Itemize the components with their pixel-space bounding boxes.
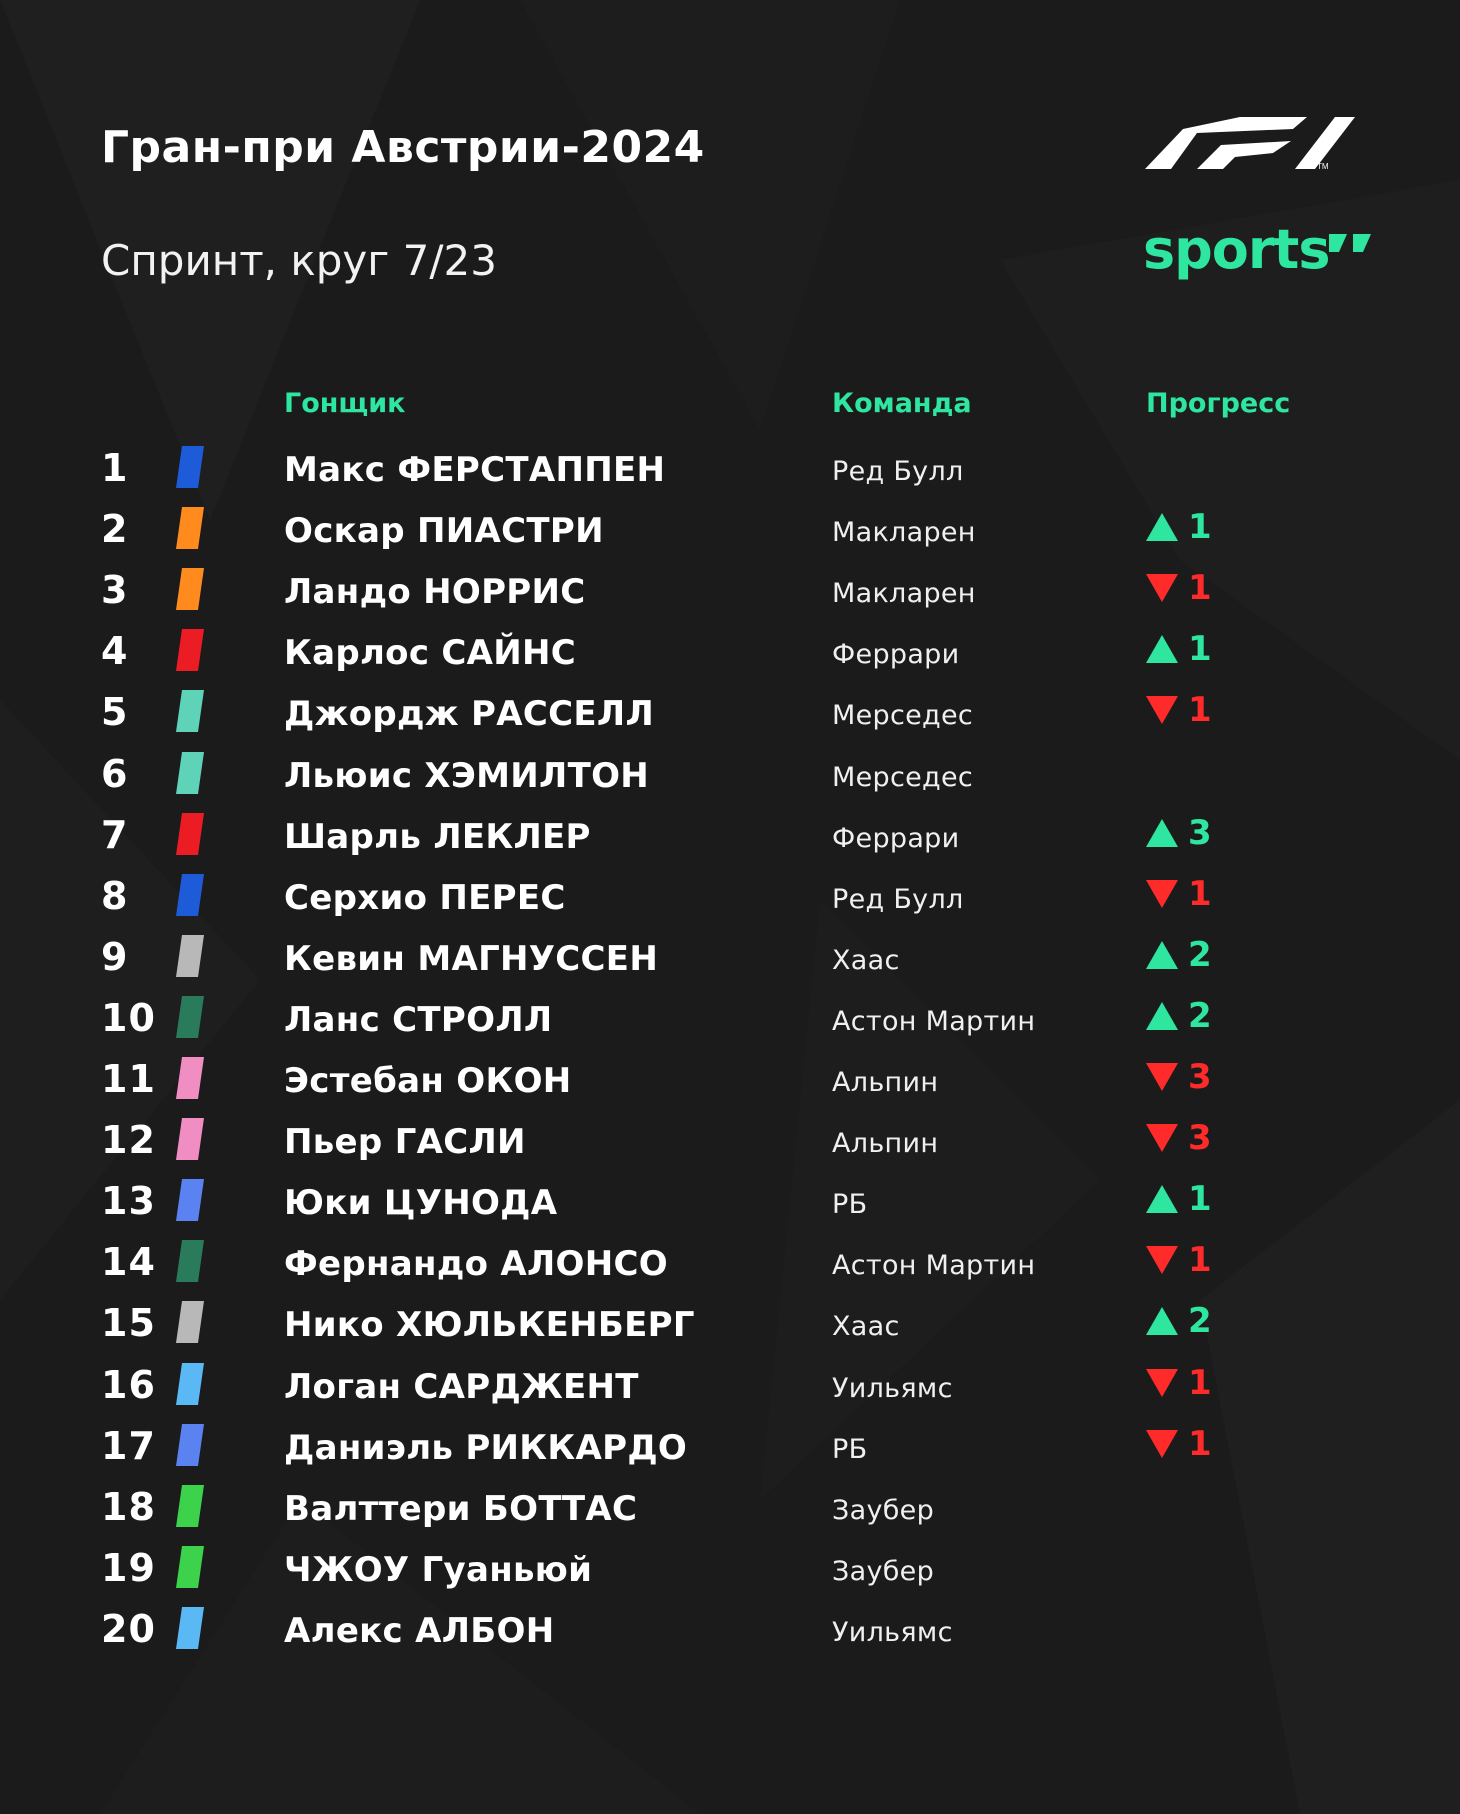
- team-name: Макларен: [832, 517, 976, 549]
- driver-name: Макс ФЕРСТАППЕН: [284, 450, 666, 490]
- driver-name: Нико ХЮЛЬКЕНБЕРГ: [284, 1305, 695, 1346]
- position-number: 13: [101, 1179, 156, 1224]
- team-name: Мерседес: [832, 700, 974, 732]
- position-number: 20: [101, 1606, 156, 1651]
- driver-name: Пьер ГАСЛИ: [284, 1122, 526, 1163]
- team-color-stripe: [176, 996, 204, 1038]
- triangle-down-icon: [1146, 1430, 1178, 1458]
- triangle-up-icon: [1146, 513, 1178, 541]
- triangle-down-icon: [1146, 1063, 1178, 1091]
- table-row: [0, 866, 1460, 926]
- sports-logo: sports: [1143, 218, 1330, 281]
- team-color-stripe: [176, 629, 204, 671]
- svg-text:TM: TM: [1317, 162, 1329, 171]
- driver-name: Кевин МАГНУССЕН: [284, 938, 659, 979]
- table-row: [0, 988, 1460, 1048]
- position-change: 1: [1188, 1362, 1212, 1403]
- team-name: Ред Булл: [832, 456, 964, 487]
- team-name: Хаас: [832, 1311, 900, 1343]
- position-number: 19: [101, 1545, 156, 1590]
- table-row: [0, 682, 1460, 742]
- column-header-progress: Прогресс: [1146, 388, 1291, 419]
- table-row: [0, 1538, 1460, 1598]
- team-color-stripe: [176, 935, 204, 977]
- position-number: 1: [101, 446, 129, 490]
- driver-name: Шарль ЛЕКЛЕР: [284, 816, 591, 857]
- triangle-down-icon: [1146, 1369, 1178, 1397]
- table-row: [0, 438, 1460, 498]
- triangle-up-icon: [1146, 819, 1178, 847]
- team-name: Заубер: [832, 1555, 935, 1587]
- team-name: РБ: [832, 1433, 868, 1465]
- position-change: 2: [1188, 1301, 1212, 1342]
- triangle-up-icon: [1146, 941, 1178, 969]
- position-change: 1: [1188, 1423, 1212, 1464]
- table-row: [0, 1416, 1460, 1476]
- position-change: 3: [1188, 1057, 1212, 1097]
- table-row: [0, 1599, 1460, 1659]
- driver-name: Ланс СТРОЛЛ: [284, 999, 553, 1040]
- team-color-stripe: [176, 507, 204, 549]
- team-color-stripe: [176, 1424, 204, 1466]
- position-change: 2: [1188, 934, 1212, 975]
- driver-name: ЧЖОУ Гуаньюй: [284, 1549, 593, 1590]
- table-row: [0, 1293, 1460, 1353]
- team-name: Феррари: [832, 639, 960, 671]
- driver-name: Джордж РАССЕЛЛ: [284, 694, 654, 735]
- team-name: Ред Булл: [832, 883, 964, 915]
- table-row: [0, 621, 1460, 681]
- table-row: [0, 805, 1460, 865]
- driver-name: Льюис ХЭМИЛТОН: [284, 755, 650, 796]
- position-number: 18: [101, 1484, 156, 1529]
- position-change: 1: [1188, 873, 1212, 914]
- team-color-stripe: [176, 1057, 204, 1099]
- team-name: Макларен: [832, 578, 976, 610]
- team-color-stripe: [176, 874, 204, 916]
- table-row: [0, 927, 1460, 987]
- position-number: 6: [101, 751, 129, 796]
- table-row: [0, 560, 1460, 620]
- triangle-up-icon: [1146, 1002, 1178, 1030]
- position-change: 1: [1188, 690, 1212, 731]
- driver-name: Алекс АЛБОН: [284, 1610, 555, 1651]
- position-number: 9: [101, 934, 129, 979]
- position-number: 4: [101, 629, 129, 674]
- team-color-stripe: [176, 1546, 204, 1588]
- driver-name: Серхио ПЕРЕС: [284, 877, 566, 918]
- driver-name: Ландо НОРРИС: [284, 572, 586, 613]
- driver-name: Карлос САЙНС: [284, 633, 577, 674]
- table-row: [0, 1355, 1460, 1415]
- position-change: 1: [1188, 629, 1212, 670]
- table-row: [0, 1110, 1460, 1170]
- driver-name: Юки ЦУНОДА: [284, 1183, 558, 1224]
- team-color-stripe: [176, 1179, 204, 1221]
- team-name: РБ: [832, 1189, 868, 1221]
- position-number: 12: [101, 1118, 156, 1163]
- triangle-up-icon: [1146, 1185, 1178, 1213]
- position-number: 10: [101, 995, 156, 1040]
- team-name: Уильямс: [832, 1372, 953, 1404]
- position-change: 1: [1188, 1240, 1212, 1281]
- team-name: Альпин: [832, 1067, 939, 1098]
- page-subtitle: Спринт, круг 7/23: [101, 236, 497, 285]
- column-header-driver: Гонщик: [284, 388, 406, 419]
- triangle-up-icon: [1146, 1307, 1178, 1335]
- team-color-stripe: [176, 1607, 204, 1649]
- position-change: 1: [1188, 568, 1212, 609]
- table-row: [0, 1049, 1460, 1109]
- position-number: 15: [101, 1301, 156, 1346]
- table-row: [0, 1477, 1460, 1537]
- position-number: 5: [101, 690, 129, 735]
- team-color-stripe: [176, 1118, 204, 1160]
- position-number: 3: [101, 568, 129, 613]
- table-row: [0, 499, 1460, 559]
- triangle-up-icon: [1146, 635, 1178, 663]
- driver-name: Фернандо АЛОНСО: [284, 1244, 668, 1285]
- triangle-down-icon: [1146, 1246, 1178, 1274]
- page-title: Гран-при Австрии-2024: [101, 122, 705, 173]
- driver-name: Логан САРДЖЕНТ: [284, 1366, 639, 1407]
- team-name: Феррари: [832, 822, 960, 854]
- position-change: 3: [1188, 1118, 1212, 1159]
- position-change: 2: [1188, 995, 1212, 1036]
- team-name: Уильямс: [832, 1616, 953, 1648]
- position-number: 11: [101, 1057, 156, 1101]
- driver-name: Даниэль РИККАРДО: [284, 1427, 688, 1468]
- triangle-down-icon: [1146, 880, 1178, 908]
- position-number: 17: [101, 1423, 156, 1468]
- table-row: [0, 1171, 1460, 1231]
- team-color-stripe: [176, 1301, 204, 1343]
- triangle-down-icon: [1146, 696, 1178, 724]
- team-name: Астон Мартин: [832, 1250, 1036, 1282]
- team-color-stripe: [176, 568, 204, 610]
- table-row: [0, 1232, 1460, 1292]
- position-change: 3: [1188, 812, 1212, 853]
- position-number: 7: [101, 812, 129, 857]
- team-color-stripe: [176, 446, 204, 488]
- team-color-stripe: [176, 1363, 204, 1405]
- team-name: Астон Мартин: [832, 1005, 1036, 1037]
- team-color-stripe: [176, 690, 204, 732]
- position-number: 8: [101, 873, 129, 918]
- team-name: Заубер: [832, 1494, 935, 1526]
- driver-name: Оскар ПИАСТРИ: [284, 511, 604, 552]
- table-row: [0, 744, 1460, 804]
- team-name: Мерседес: [832, 761, 974, 793]
- position-change: 1: [1188, 1179, 1212, 1220]
- team-name: Альпин: [832, 1128, 939, 1160]
- driver-name: Эстебан ОКОН: [284, 1061, 572, 1101]
- position-number: 2: [101, 507, 129, 552]
- team-color-stripe: [176, 813, 204, 855]
- team-color-stripe: [176, 752, 204, 794]
- triangle-down-icon: [1146, 574, 1178, 602]
- position-number: 14: [101, 1240, 156, 1285]
- team-color-stripe: [176, 1240, 204, 1282]
- team-color-stripe: [176, 1485, 204, 1527]
- position-number: 16: [101, 1362, 156, 1407]
- triangle-down-icon: [1146, 1124, 1178, 1152]
- driver-name: Валттери БОТТАС: [284, 1488, 638, 1529]
- column-header-team: Команда: [832, 388, 972, 419]
- team-name: Хаас: [832, 944, 900, 976]
- position-change: 1: [1188, 507, 1212, 548]
